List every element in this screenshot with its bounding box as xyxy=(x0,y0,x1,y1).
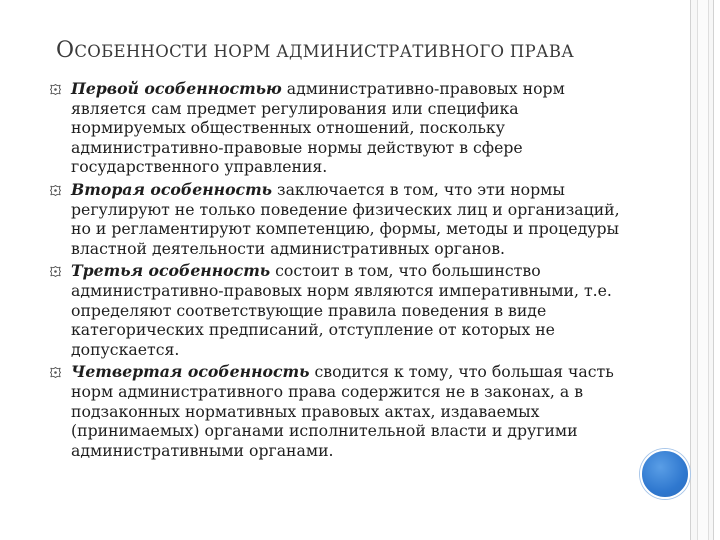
decorative-circle xyxy=(640,449,690,499)
title-rest: СОБЕННОСТИ НОРМ АДМИНИСТРАТИВНОГО ПРАВА xyxy=(74,42,575,61)
right-frame-inner-border xyxy=(697,0,709,540)
item-lead: Первой особенностью xyxy=(71,79,282,98)
list-item xyxy=(50,79,628,177)
item-lead: Вторая особенность xyxy=(71,179,273,199)
fleuron-bullet-icon xyxy=(50,367,61,378)
item-lead: Третья особенность xyxy=(71,261,271,281)
fleuron-bullet-icon xyxy=(50,185,61,196)
list-item xyxy=(50,180,628,258)
list-item xyxy=(50,362,628,460)
fleuron-bullet-icon xyxy=(50,84,61,95)
item-text: административно-правовых норм является сам предмет регулирования или специфика нормируемых общественных отношений, поскольку административно-правовые нормы действуют в сфере государственного управления. xyxy=(71,79,565,177)
fleuron-bullet-icon xyxy=(50,266,61,277)
bullet-list xyxy=(50,79,628,463)
item-lead: Четвертая особенность xyxy=(71,362,310,382)
slide-title xyxy=(56,38,676,63)
item-text: сводится к тому, что большая часть норм административного права содержится не в законах, а в подзаконных нормативных правовых актах, издаваемых (принимаемых) органами исполнительной власти и другими административными органами. xyxy=(71,362,614,460)
item-text: состоит в том, что большинство административно-правовых норм являются императивными, т.е. определяют соответствующие правила поведения в виде категорических предписаний, отступление от которых не допускается. xyxy=(71,261,612,359)
list-item xyxy=(50,261,628,359)
item-text: заключается в том, что эти нормы регулируют не только поведение физических лиц и организаций, но и регламентируют компетенцию, формы, методы и процедуры властной деятельности административных органов. xyxy=(71,179,620,258)
title-first-letter: О xyxy=(56,38,75,63)
